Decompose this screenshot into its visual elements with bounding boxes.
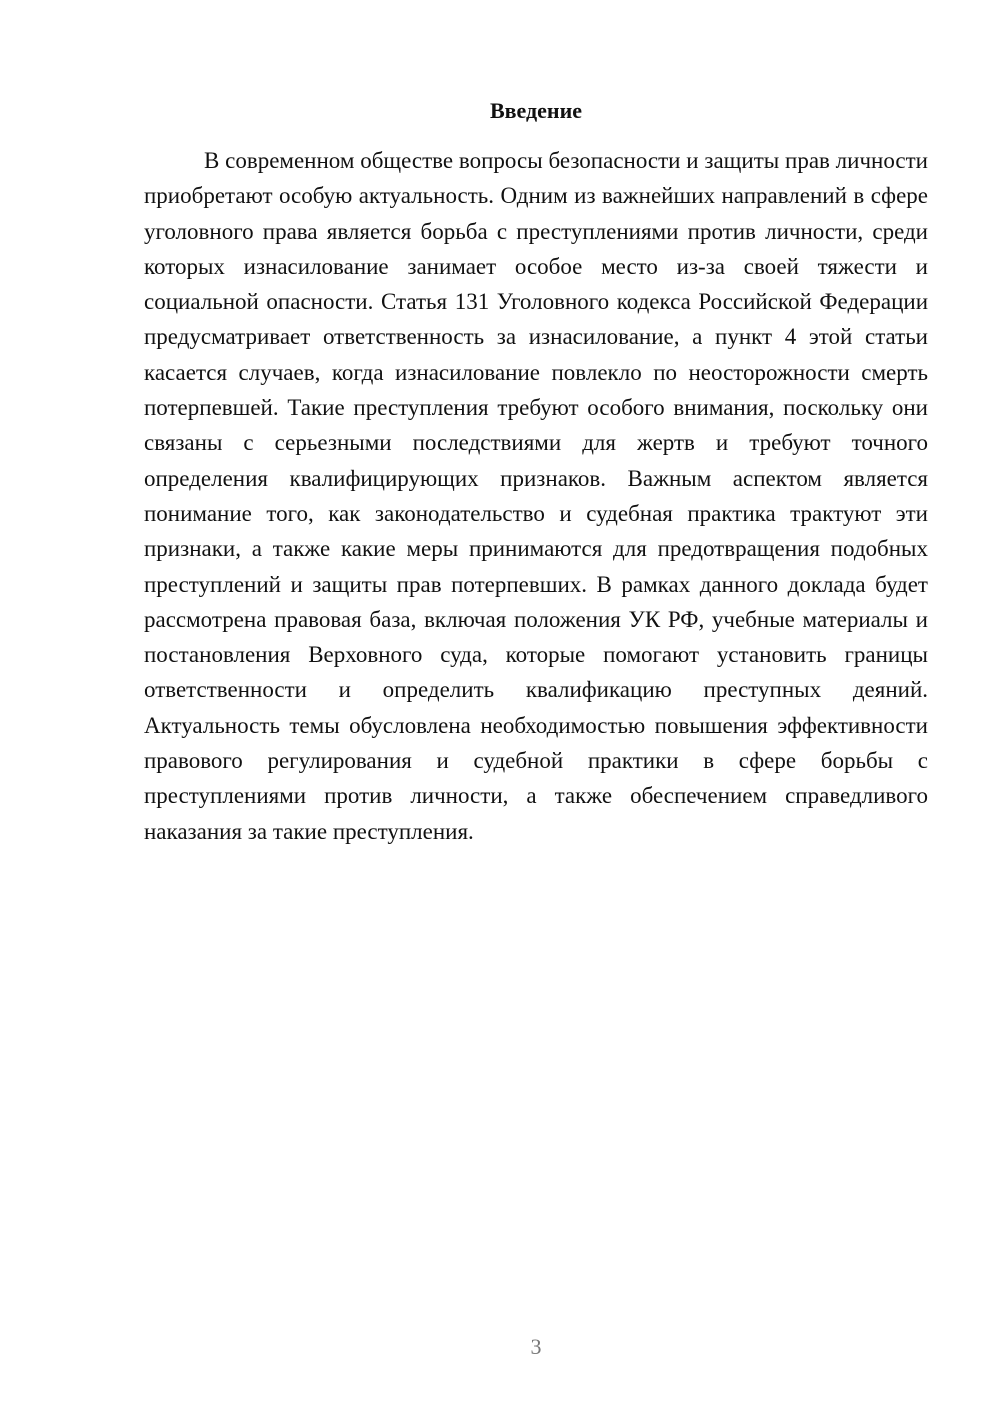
page-number: 3 [530,1334,542,1359]
intro-paragraph: В современном обществе вопросы безопасности и защиты прав личности приобретают особую актуальность. Одним из важнейших направлений в сфере уголовного права является борьба с преступлениями против личности, среди которых изнасилование занимает особое место из-за своей тяжести и социальной опасности. Статья 131 Уголовного кодекса Российской Федерации предусматривает ответственность за изнасилование, а пункт 4 этой статьи касается случаев, когда изнасилование повлекло по неосторожности смерть потерпевшей. Такие преступления требуют особого внимания, поскольку они связаны с серьезными последствиями для жертв и требуют точного определения квалифицирующих признаков. Важным аспектом является понимание того, как законодательство и судебная практика трактуют эти признаки, а также какие меры принимаются для предотвращения подобных преступлений и защиты прав потерпевших. В рамках данного доклада будет рассмотрена правовая база, включая положения УК РФ, учебные материалы и постановления Верховного суда, которые помогают установить границы ответственности и определить квалификацию преступных деяний. Актуальность темы обусловлена необходимостью повышения эффективности правового регулирования и судебной практики в сфере борьбы с преступлениями против личности, а также обеспечением справедливого наказания за такие преступления. [144,148,928,844]
section-title: Введение [489,98,583,123]
